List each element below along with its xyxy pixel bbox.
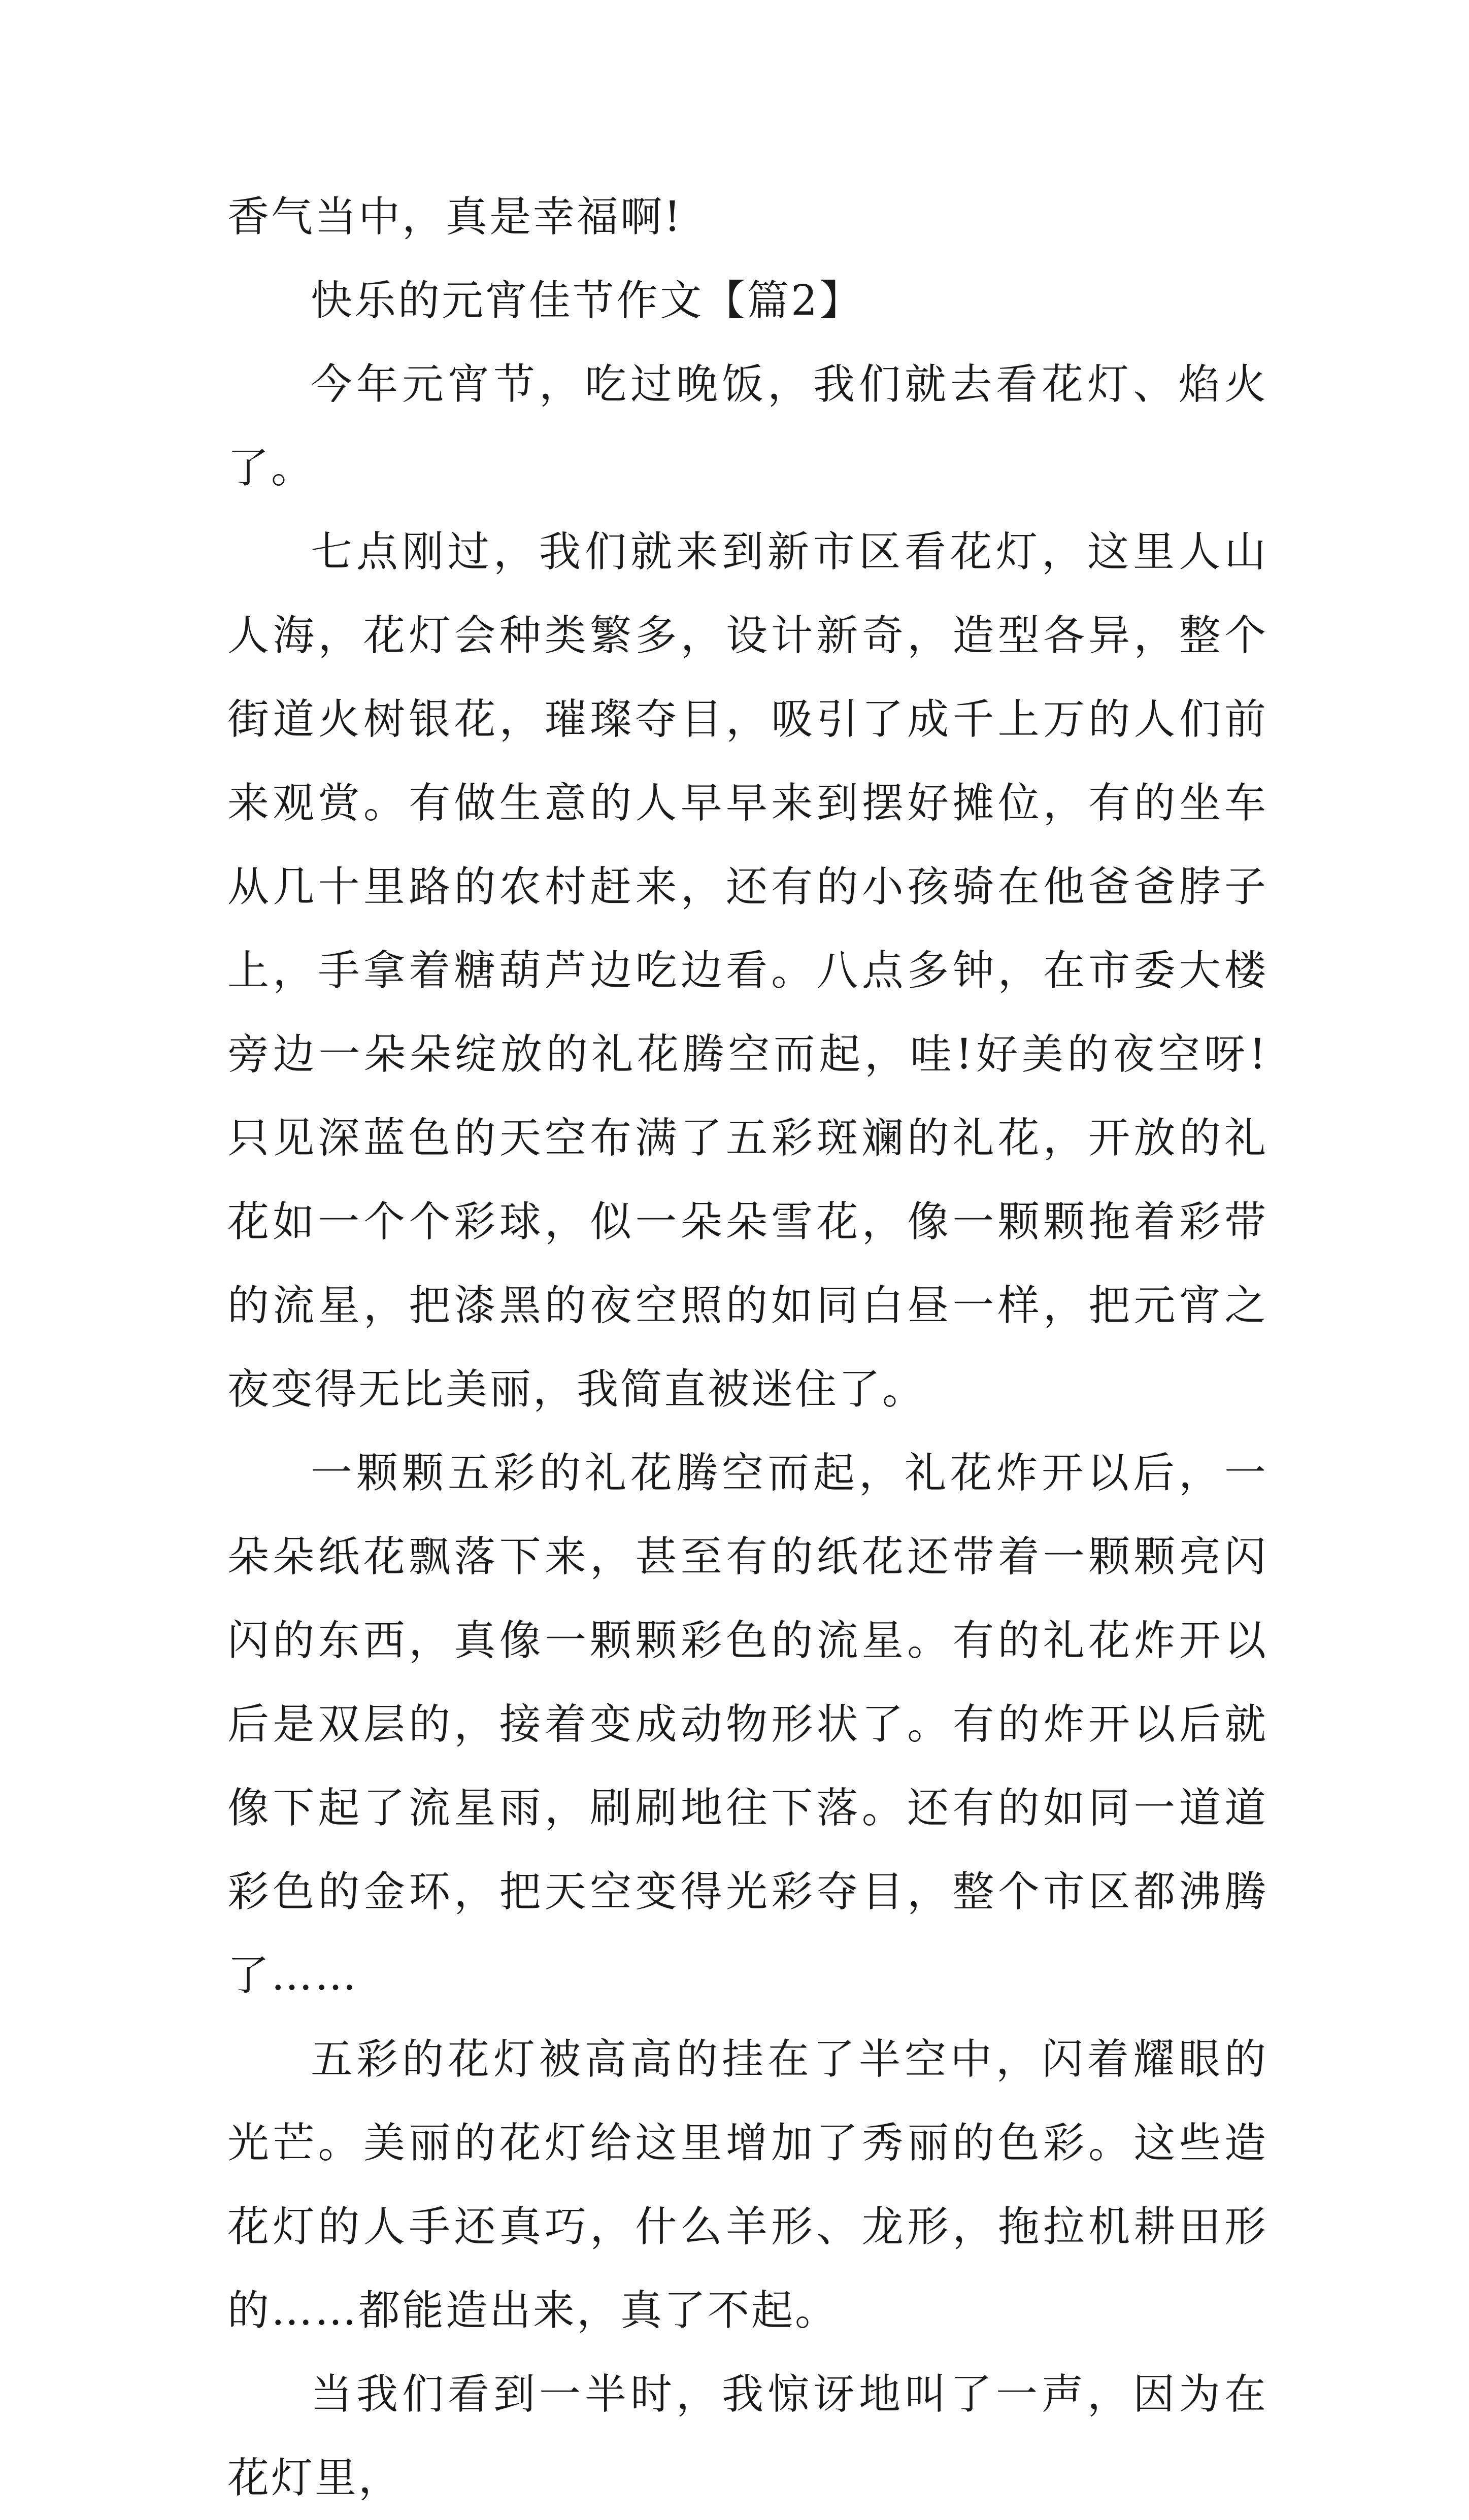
paragraph: 今年元宵节，吃过晚饭，我们就去看花灯、焰火了。 (227, 360, 1268, 492)
essay-body (227, 175, 1268, 2520)
paragraph: 当我们看到一半时，我惊讶地叫了一声，因为在花灯里， (227, 2370, 1268, 2502)
paragraph: 一颗颗五彩的礼花腾空而起，礼花炸开以后，一朵朵纸花飘落下来，甚至有的纸花还带着一颗颗亮闪闪的东西，真像一颗颗彩色的流星。有的礼花炸开以后是双层的，接着变成动物形状了。有的炸开以后就像下起了流星雨，刷刷地往下落。还有的如同一道道彩色的金环，把天空变得光彩夺目，整个市区都沸腾了…… (227, 1449, 1268, 2000)
paragraph: 五彩的花灯被高高的挂在了半空中，闪着耀眼的光芒。美丽的花灯给这里增加了秀丽的色彩。这些造花灯的人手还真巧，什么羊形、龙形，拖拉机耕田形的……都能造出来，真了不起。 (227, 2035, 1268, 2335)
paragraph: 七点刚过，我们就来到新市区看花灯，这里人山人海，花灯会种类繁多，设计新奇，造型各异，整个街道火树银花，璀璨夺目，吸引了成千上万的人们前来观赏。有做生意的人早早来到摆好摊位，有的坐车从几十里路的农村赶来，还有的小孩骑在他爸爸脖子上，手拿着糖葫芦边吃边看。八点多钟，在市委大楼旁边一朵朵绽放的礼花腾空而起，哇!好美的夜空呀!只见深蓝色的天空布满了五彩斑斓的礼花，开放的礼花如一个个彩球，似一朵朵雪花，像一颗颗拖着彩带的流星，把漆黑的夜空照的如同白昼一样，把元宵之夜变得无比美丽，我简直被迷住了。 (227, 528, 1268, 1414)
section-heading: 快乐的元宵佳节作文【篇2】 (311, 277, 863, 325)
paragraph-continuation: 香气当中，真是幸福啊! (227, 193, 683, 241)
